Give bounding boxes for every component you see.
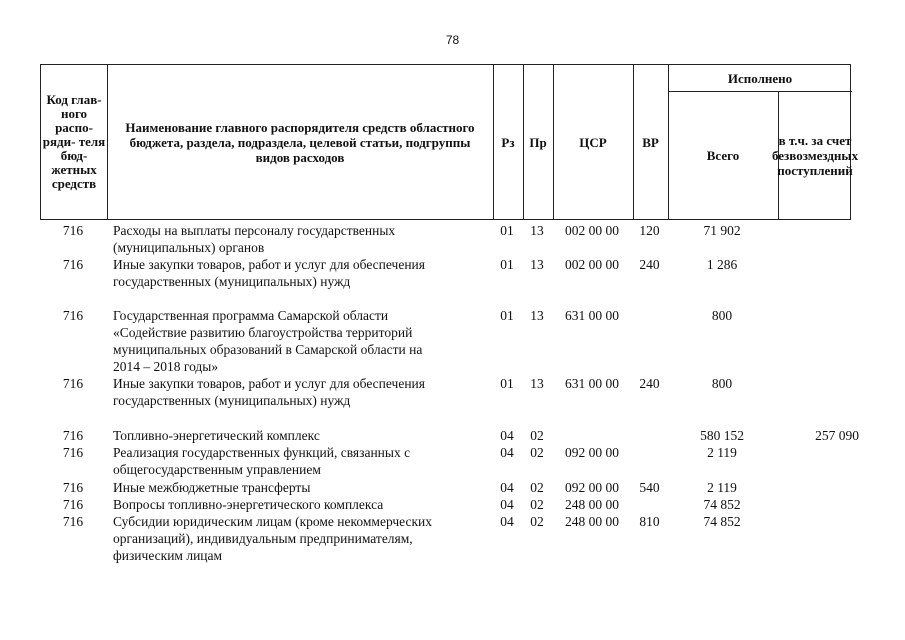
row-pr: 13: [530, 257, 544, 272]
row-vr: 240: [639, 376, 660, 391]
page-number: 78: [445, 33, 460, 47]
row-code: 716: [62, 514, 84, 529]
row-total: 580 152: [700, 428, 744, 443]
row-name: Иные закупки товаров, работ и услуг для обеспечения государственных (муниципальных) нужд: [113, 257, 425, 289]
row-csr: 248 00 00: [565, 514, 619, 529]
row-csr: 631 00 00: [565, 376, 619, 391]
row-pr: 02: [530, 497, 544, 512]
row-name: Расходы на выплаты персоналу государственных (муниципальных) органов: [113, 223, 396, 255]
row-rz: 04: [500, 514, 514, 529]
row-pr: 02: [530, 445, 544, 460]
row-code: 716: [62, 376, 84, 391]
row-rz: 04: [500, 480, 514, 495]
row-csr: 248 00 00: [565, 497, 619, 512]
row-name: Иные межбюджетные трансферты: [113, 480, 311, 495]
row-total: 800: [711, 376, 733, 391]
table-header: [40, 64, 859, 220]
row-pr: 02: [530, 428, 544, 443]
row-rz: 01: [500, 257, 514, 272]
row-rz: 04: [500, 497, 514, 512]
row-csr: 002 00 00: [565, 257, 619, 272]
row-total: 2 119: [707, 445, 737, 460]
row-rz: 01: [500, 308, 514, 323]
row-total: 74 852: [703, 514, 741, 529]
row-vr: 120: [639, 223, 660, 238]
header-name: Наименование главного распорядителя средств областного бюджета, раздела, подраздела, целевой статьи, подгруппы видов расходов: [125, 119, 475, 165]
row-code: 716: [62, 497, 84, 512]
row-code: 716: [62, 480, 84, 495]
row-csr: 002 00 00: [565, 223, 619, 238]
row-pr: 02: [530, 480, 544, 495]
row-name: Топливно-энергетический комплекс: [113, 428, 320, 443]
header-executed: Исполнено: [727, 70, 793, 86]
row-pr: 13: [530, 223, 544, 238]
row-vr: 540: [639, 480, 660, 495]
row-total: 2 119: [707, 480, 737, 495]
row-vr: 240: [639, 257, 660, 272]
row-rz: 01: [500, 376, 514, 391]
row-rz: 04: [500, 428, 514, 443]
header-vr: ВР: [642, 134, 659, 150]
row-code: 716: [62, 257, 84, 272]
header-pr: Пр: [529, 134, 547, 150]
row-total: 74 852: [703, 497, 741, 512]
row-pr: 13: [530, 376, 544, 391]
row-rz: 01: [500, 223, 514, 238]
row-total: 1 286: [706, 257, 738, 272]
header-rz: Рз: [501, 134, 515, 150]
row-gratis: 257 090: [815, 428, 859, 443]
row-csr: 092 00 00: [565, 445, 619, 460]
header-gratis: в т.ч. за счет безвозмездных поступлений: [771, 132, 859, 178]
row-csr: 092 00 00: [565, 480, 619, 495]
row-total: 71 902: [703, 223, 741, 238]
row-total: 800: [711, 308, 733, 323]
header-code: Код глав- ного распо- ряди- теля бюд- жетных средств: [42, 92, 106, 191]
row-name: Государственная программа Самарской области «Содействие развитию благоустройства территорий муниципальных образований в Самарской области на 2014 – 2018 годы»: [113, 308, 423, 374]
row-pr: 02: [530, 514, 544, 529]
row-pr: 13: [530, 308, 544, 323]
row-code: 716: [62, 308, 84, 323]
row-name: Вопросы топливно-энергетического комплекса: [113, 497, 384, 512]
header-total: Всего: [706, 147, 740, 163]
row-code: 716: [62, 445, 84, 460]
row-vr: 810: [639, 514, 660, 529]
row-name: Субсидии юридическим лицам (кроме некоммерческих организаций), индивидуальным предпринимателям, физическим лицам: [113, 514, 433, 563]
header-csr: ЦСР: [579, 134, 607, 150]
row-rz: 04: [500, 445, 514, 460]
row-code: 716: [62, 223, 84, 238]
row-name: Иные закупки товаров, работ и услуг для обеспечения государственных (муниципальных) нужд: [113, 376, 425, 408]
row-code: 716: [62, 428, 84, 443]
row-csr: 631 00 00: [565, 308, 619, 323]
row-name: Реализация государственных функций, связанных с общегосударственным управлением: [113, 445, 411, 477]
